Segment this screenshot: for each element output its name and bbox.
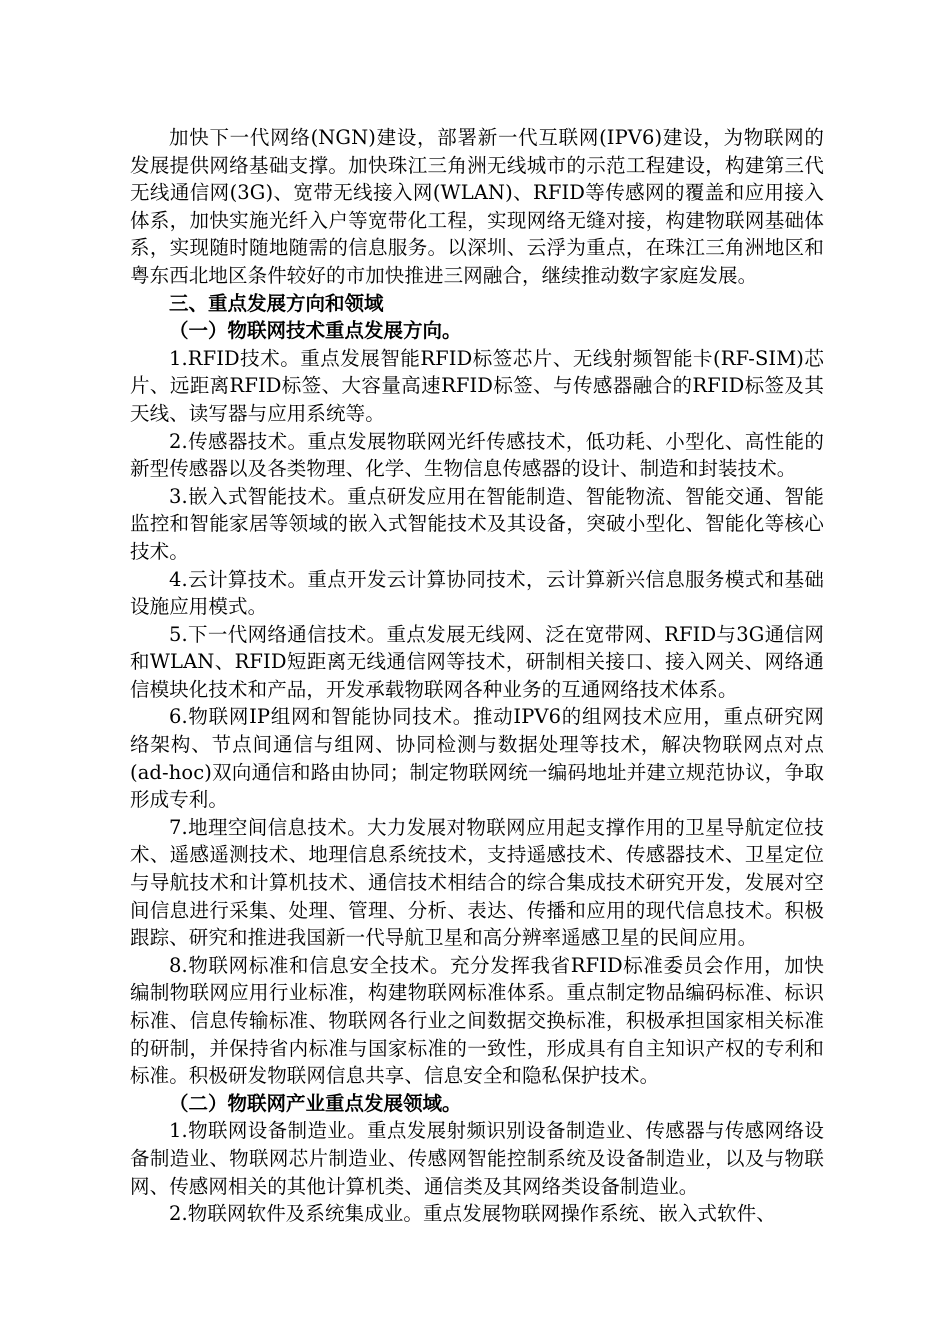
paragraph-cloud-computing: 4.云计算技术。重点开发云计算协同技术，云计算新兴信息服务模式和基础设施应用模式。 (130, 567, 824, 619)
paragraph-software-integration: 2.物联网软件及系统集成业。重点发展物联网操作系统、嵌入式软件、 (169, 1202, 776, 1226)
document-body (130, 124, 824, 1228)
paragraph-rfid-technology: 1.RFID技术。重点发展智能RFID标签芯片、无线射频智能卡(RF-SIM)芯片、远距离RFID标签、大容量高速RFID标签、与传感器融合的RFID标签及其天线、读写器与应用系统等。 (130, 346, 824, 425)
paragraph-next-gen-network: 5.下一代网络通信技术。重点发展无线网、泛在宽带网、RFID与3G通信网和WLAN、RFID短距离无线通信网等技术，研制相关接口、接入网关、网络通信模块化技术和产品，开发承载物联网各种业务的互通网络技术体系。 (130, 622, 824, 701)
paragraph-geospatial-info: 7.地理空间信息技术。大力发展对物联网应用起支撑作用的卫星导航定位技术、遥感遥测技术、地理信息系统技术，支持遥感技术、传感器技术、卫星定位与导航技术和计算机技术、通信技术相结合的综合集成技术研究开发，发展对空间信息进行采集、处理、管理、分析、表达、传播和应用的现代信息技术。积极跟踪、研究和推进我国新一代导航卫星和高分辨率遥感卫星的民间应用。 (130, 815, 824, 950)
subheading-industry-fields: （二）物联网产业重点发展领域。 (169, 1091, 462, 1115)
paragraph-network-infrastructure: 加快下一代网络(NGN)建设，部署新一代互联网(IPV6)建设，为物联网的发展提供网络基础支撑。加快珠江三角洲无线城市的示范工程建设，构建第三代无线通信网(3G)、宽带无线接入网(WLAN)、RFID等传感网的覆盖和应用接入体系，加快实施光纤入户等宽带化工程，实现网络无缝对接，构建物联网基础体系，实现随时随地随需的信息服务。以深圳、云浮为重点，在珠江三角洲地区和粤东西北地区条件较好的市加快推进三网融合，继续推动数字家庭发展。 (130, 126, 824, 287)
subheading-technology-directions: （一）物联网技术重点发展方向。 (169, 319, 462, 343)
section-heading-key-directions: 三、重点发展方向和领域 (169, 291, 384, 315)
paragraph-sensor-technology: 2.传感器技术。重点发展物联网光纤传感技术，低功耗、小型化、高性能的新型传感器以及各类物理、化学、生物信息传感器的设计、制造和封装技术。 (130, 429, 824, 481)
paragraph-standards-security: 8.物联网标准和信息安全技术。充分发挥我省RFID标准委员会作用，加快编制物联网应用行业标准，构建物联网标准体系。重点制定物品编码标准、标识标准、信息传输标准、物联网各行业之间数据交换标准，积极承担国家相关标准的研制，并保持省内标准与国家标准的一致性，形成具有自主知识产权的专利和标准。积极研发物联网信息共享、信息安全和隐私保护技术。 (130, 953, 824, 1088)
paragraph-equipment-manufacturing: 1.物联网设备制造业。重点发展射频识别设备制造业、传感器与传感网络设备制造业、物联网芯片制造业、传感网智能控制系统及设备制造业，以及与物联网、传感网相关的其他计算机类、通信类及其网络类设备制造业。 (130, 1119, 824, 1198)
paragraph-ip-networking: 6.物联网IP组网和智能协同技术。推动IPV6的组网技术应用，重点研究网络架构、节点间通信与组网、协同检测与数据处理等技术，解决物联网点对点(ad-hoc)双向通信和路由协同；制定物联网统一编码地址并建立规范协议，争取形成专利。 (130, 705, 824, 812)
paragraph-embedded-intelligence: 3.嵌入式智能技术。重点研发应用在智能制造、智能物流、智能交通、智能监控和智能家居等领域的嵌入式智能技术及其设备，突破小型化、智能化等核心技术。 (130, 484, 824, 563)
